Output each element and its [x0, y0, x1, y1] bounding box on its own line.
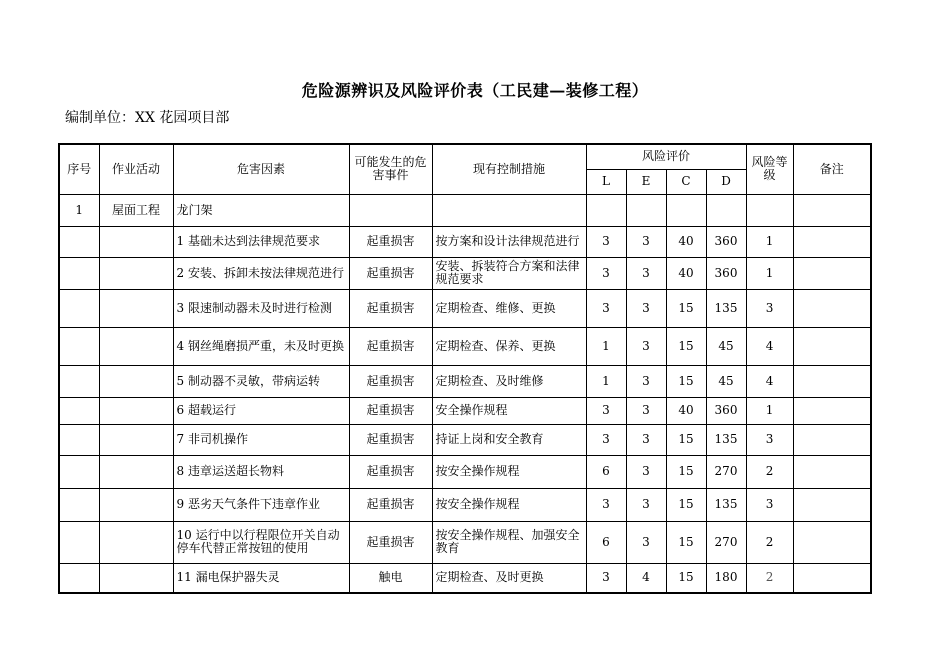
event-cell: 起重损害: [349, 365, 432, 397]
header-E: E: [626, 169, 666, 194]
control-cell: 定期检查、保养、更换: [432, 327, 586, 365]
event-cell: 起重损害: [349, 327, 432, 365]
header-control: 现有控制措施: [432, 144, 586, 194]
D-cell: 135: [706, 488, 746, 521]
C-cell: 15: [666, 424, 706, 455]
L-cell: 3: [586, 488, 626, 521]
C-cell: 15: [666, 365, 706, 397]
E-cell: 3: [626, 289, 666, 327]
D-cell: 180: [706, 563, 746, 593]
level-cell: 3: [746, 424, 793, 455]
C-cell: 40: [666, 257, 706, 289]
D-cell: 135: [706, 289, 746, 327]
hazard-cell: 10 运行中以行程限位开关自动停车代替正常按钮的使用: [173, 521, 349, 563]
control-cell: 按安全操作规程、加强安全教育: [432, 521, 586, 563]
hazard-cell: 3 限速制动器未及时进行检测: [173, 289, 349, 327]
control-cell: 定期检查、及时维修: [432, 365, 586, 397]
level-cell: 4: [746, 327, 793, 365]
C-cell: 15: [666, 563, 706, 593]
level-cell: 1: [746, 257, 793, 289]
header-remark: 备注: [793, 144, 871, 194]
event-cell: 起重损害: [349, 424, 432, 455]
table-row: [59, 226, 871, 257]
L-cell: 3: [586, 563, 626, 593]
L-cell: 3: [586, 289, 626, 327]
control-cell: 定期检查、维修、更换: [432, 289, 586, 327]
header-D: D: [706, 169, 746, 194]
C-cell: 15: [666, 488, 706, 521]
E-cell: 3: [626, 455, 666, 488]
event-cell: 起重损害: [349, 397, 432, 424]
event-cell: 起重损害: [349, 455, 432, 488]
header-risk-eval: 风险评价: [586, 144, 746, 169]
compiling-unit: 编制单位：XX 花园项目部: [65, 110, 230, 126]
E-cell: 3: [626, 397, 666, 424]
D-cell: 360: [706, 397, 746, 424]
level-cell: 3: [746, 488, 793, 521]
table-row: [59, 289, 871, 327]
level-cell: 4: [746, 365, 793, 397]
D-cell: 360: [706, 257, 746, 289]
table-row: [59, 521, 871, 563]
E-cell: 3: [626, 257, 666, 289]
level-cell: 1: [746, 397, 793, 424]
header-event: 可能发生的危害事件: [349, 144, 432, 194]
control-cell: 安全操作规程: [432, 397, 586, 424]
C-cell: 15: [666, 327, 706, 365]
table-row: [59, 488, 871, 521]
control-cell: 持证上岗和安全教育: [432, 424, 586, 455]
level-cell: 1: [746, 226, 793, 257]
control-cell: 按安全操作规程: [432, 455, 586, 488]
section-seq: 1: [59, 194, 99, 226]
L-cell: 3: [586, 226, 626, 257]
level-cell: 3: [746, 289, 793, 327]
E-cell: 3: [626, 424, 666, 455]
event-cell: 起重损害: [349, 289, 432, 327]
table-row: [59, 327, 871, 365]
L-cell: 1: [586, 365, 626, 397]
control-cell: 定期检查、及时更换: [432, 563, 586, 593]
D-cell: 270: [706, 521, 746, 563]
header-level: 风险等级: [746, 144, 793, 194]
D-cell: 45: [706, 365, 746, 397]
table-row: [59, 257, 871, 289]
hazard-cell: 11 漏电保护器失灵: [173, 563, 349, 593]
C-cell: 15: [666, 289, 706, 327]
control-cell: 按方案和设计法律规范进行: [432, 226, 586, 257]
event-cell: 起重损害: [349, 257, 432, 289]
L-cell: 3: [586, 257, 626, 289]
E-cell: 3: [626, 521, 666, 563]
header-L: L: [586, 169, 626, 194]
L-cell: 6: [586, 455, 626, 488]
C-cell: 15: [666, 521, 706, 563]
section-row: [59, 194, 871, 226]
table-row: [59, 455, 871, 488]
L-cell: 3: [586, 424, 626, 455]
event-cell: 触电: [349, 563, 432, 593]
E-cell: 4: [626, 563, 666, 593]
header-C: C: [666, 169, 706, 194]
D-cell: 135: [706, 424, 746, 455]
level-cell: 2: [746, 521, 793, 563]
control-cell: 按安全操作规程: [432, 488, 586, 521]
section-hazard: 龙门架: [173, 194, 349, 226]
event-cell: 起重损害: [349, 226, 432, 257]
level-cell: 2: [746, 455, 793, 488]
D-cell: 45: [706, 327, 746, 365]
hazard-cell: 9 恶劣天气条件下违章作业: [173, 488, 349, 521]
header-seq: 序号: [59, 144, 99, 194]
E-cell: 3: [626, 226, 666, 257]
hazard-cell: 6 超载运行: [173, 397, 349, 424]
L-cell: 6: [586, 521, 626, 563]
L-cell: 1: [586, 327, 626, 365]
hazard-cell: 2 安装、拆卸未按法律规范进行: [173, 257, 349, 289]
hazard-cell: 5 制动器不灵敏，带病运转: [173, 365, 349, 397]
section-activity: 屋面工程: [99, 194, 173, 226]
header-activity: 作业活动: [99, 144, 173, 194]
document-title: 危险源辨识及风险评价表（工民建—装修工程）: [301, 81, 649, 100]
C-cell: 15: [666, 455, 706, 488]
hazard-cell: 1 基础未达到法律规范要求: [173, 226, 349, 257]
table-row: [59, 424, 871, 455]
header-hazard: 危害因素: [173, 144, 349, 194]
table-row: [59, 365, 871, 397]
C-cell: 40: [666, 226, 706, 257]
event-cell: 起重损害: [349, 521, 432, 563]
E-cell: 3: [626, 488, 666, 521]
hazard-cell: 8 违章运送超长物料: [173, 455, 349, 488]
D-cell: 360: [706, 226, 746, 257]
L-cell: 3: [586, 397, 626, 424]
C-cell: 40: [666, 397, 706, 424]
event-cell: 起重损害: [349, 488, 432, 521]
table-row: [59, 397, 871, 424]
D-cell: 270: [706, 455, 746, 488]
risk-assessment-table: [58, 143, 872, 594]
level-cell: 2: [746, 563, 793, 593]
header-row-1: [59, 144, 871, 169]
E-cell: 3: [626, 327, 666, 365]
hazard-cell: 7 非司机操作: [173, 424, 349, 455]
hazard-cell: 4 钢丝绳磨损严重，未及时更换: [173, 327, 349, 365]
table-row: [59, 563, 871, 593]
E-cell: 3: [626, 365, 666, 397]
control-cell: 安装、拆装符合方案和法律规范要求: [432, 257, 586, 289]
